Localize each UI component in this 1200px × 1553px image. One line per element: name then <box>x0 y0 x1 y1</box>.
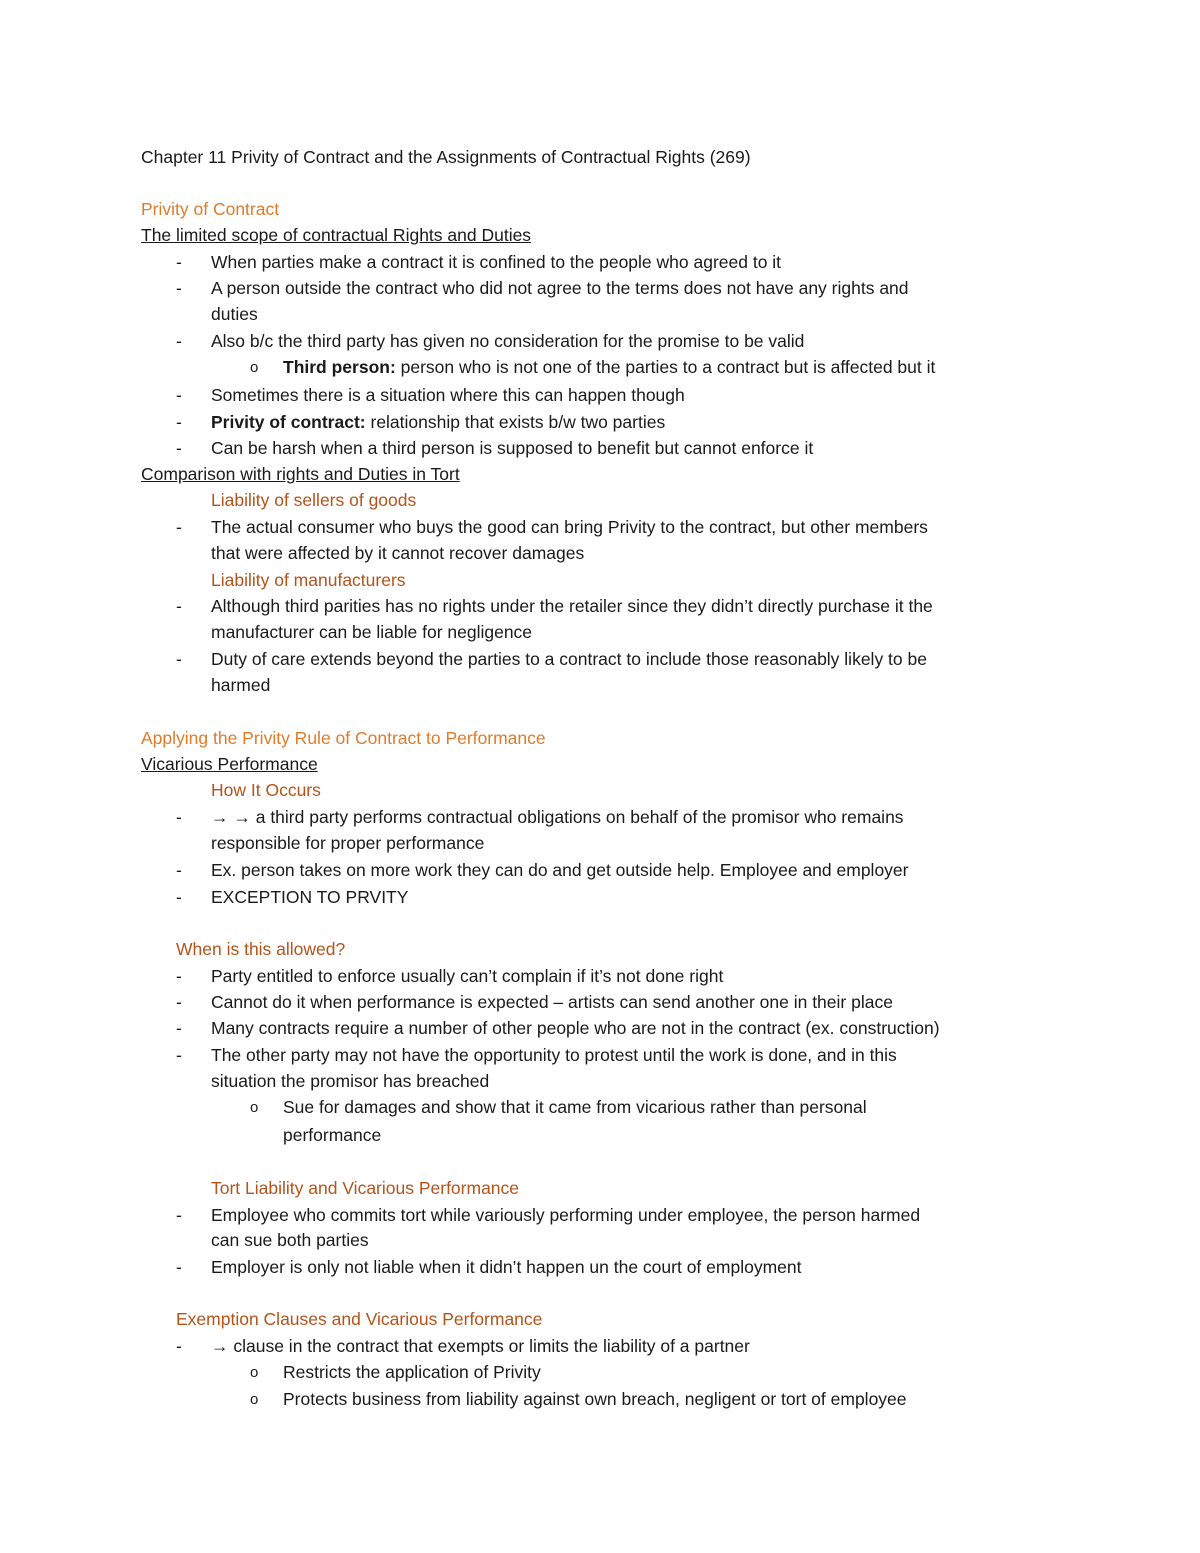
list-item: Duty of care extends beyond the parties to a contract to include those reasonably likely to be <box>211 649 927 669</box>
list-item: Employee who commits tort while variously performing under employee, the person harmed <box>211 1205 921 1225</box>
list-item: Sometimes there is a situation where this can happen though <box>211 385 685 405</box>
list-item: → → a third party performs contractual obligations on behalf of the promisor who remains <box>211 807 904 827</box>
list-item-continued: situation the promisor has breached <box>211 1071 490 1091</box>
list-item: Many contracts require a number of other people who are not in the contract (ex. construction) <box>211 1018 940 1038</box>
dash-marker: - <box>176 966 182 986</box>
sub-bullet-marker: o <box>250 1099 259 1116</box>
dash-marker: - <box>176 1336 182 1356</box>
dash-marker: - <box>176 438 182 458</box>
sub-list-item-continued: performance <box>283 1125 382 1145</box>
list-item: Also b/c the third party has given no consideration for the promise to be valid <box>211 331 805 351</box>
definition-text: person who is not one of the parties to a contract but is affected but it <box>395 357 936 377</box>
dash-marker: - <box>176 252 182 272</box>
heading-tort-liability: Tort Liability and Vicarious Performance <box>211 1178 520 1198</box>
sub-list-item: Restricts the application of Privity <box>283 1362 541 1382</box>
list-item-continued: responsible for proper performance <box>211 833 485 853</box>
list-item: When parties make a contract it is confined to the people who agreed to it <box>211 252 782 272</box>
list-item: A person outside the contract who did not agree to the terms does not have any rights and <box>211 278 909 298</box>
sub-list-item <box>283 355 935 379</box>
list-item: Party entitled to enforce usually can’t complain if it’s not done right <box>211 966 724 986</box>
list-item: Although third parities has no rights under the retailer since they didn’t directly purchase it the <box>211 596 933 616</box>
dash-marker: - <box>176 860 182 880</box>
list-item-continued: manufacturer can be liable for negligence <box>211 622 533 642</box>
dash-marker: - <box>176 385 182 405</box>
list-item: Employer is only not liable when it didn’t happen un the court of employment <box>211 1257 802 1277</box>
dash-marker: - <box>176 412 182 432</box>
list-item-continued: duties <box>211 304 258 324</box>
list-item <box>211 410 665 434</box>
heading-liability-manufacturers: Liability of manufacturers <box>211 570 406 590</box>
list-item-continued: can sue both parties <box>211 1230 369 1250</box>
list-item: Cannot do it when performance is expected – artists can send another one in their place <box>211 992 893 1012</box>
dash-marker: - <box>176 807 182 827</box>
dash-marker: - <box>176 992 182 1012</box>
heading-how-it-occurs: How It Occurs <box>211 780 321 800</box>
list-item: The other party may not have the opportunity to protest until the work is done, and in this <box>211 1045 897 1065</box>
list-item-continued: harmed <box>211 675 271 695</box>
dash-marker: - <box>176 517 182 537</box>
heading-liability-sellers: Liability of sellers of goods <box>211 490 417 510</box>
term-third-person: Third person: <box>283 357 396 377</box>
dash-marker: - <box>176 596 182 616</box>
heading-exemption-clauses: Exemption Clauses and Vicarious Performance <box>176 1309 543 1329</box>
list-item: The actual consumer who buys the good can bring Privity to the contract, but other members <box>211 517 928 537</box>
dash-marker: - <box>176 1205 182 1225</box>
dash-marker: - <box>176 887 182 907</box>
subheading-vicarious-performance: Vicarious Performance <box>141 754 318 774</box>
dash-marker: - <box>176 278 182 298</box>
heading-when-allowed: When is this allowed? <box>176 939 346 959</box>
section-heading-applying-privity: Applying the Privity Rule of Contract to Performance <box>141 728 546 748</box>
subheading-limited-scope: The limited scope of contractual Rights and Duties <box>141 225 532 245</box>
definition-text: relationship that exists b/w two parties <box>365 412 666 432</box>
dash-marker: - <box>176 1257 182 1277</box>
dash-marker: - <box>176 649 182 669</box>
list-item: Ex. person takes on more work they can do and get outside help. Employee and employer <box>211 860 909 880</box>
sub-bullet-marker: o <box>250 1364 259 1381</box>
sub-list-item: Sue for damages and show that it came from vicarious rather than personal <box>283 1097 867 1117</box>
list-item: EXCEPTION TO PRVITY <box>211 887 409 907</box>
sub-list-item: Protects business from liability against own breach, negligent or tort of employee <box>283 1389 907 1409</box>
subheading-comparison-tort: Comparison with rights and Duties in Tort <box>141 464 460 484</box>
sub-bullet-marker: o <box>250 1391 259 1408</box>
dash-marker: - <box>176 1045 182 1065</box>
dash-marker: - <box>176 1018 182 1038</box>
list-item: Can be harsh when a third person is supposed to benefit but cannot enforce it <box>211 438 814 458</box>
list-item: → clause in the contract that exempts or limits the liability of a partner <box>211 1336 750 1356</box>
list-item-continued: that were affected by it cannot recover damages <box>211 543 585 563</box>
sub-bullet-marker: o <box>250 359 259 376</box>
page-title: Chapter 11 Privity of Contract and the Assignments of Contractual Rights (269) <box>141 147 751 167</box>
section-heading-privity: Privity of Contract <box>141 199 280 219</box>
dash-marker: - <box>176 331 182 351</box>
term-privity-of-contract: Privity of contract: <box>211 412 366 432</box>
